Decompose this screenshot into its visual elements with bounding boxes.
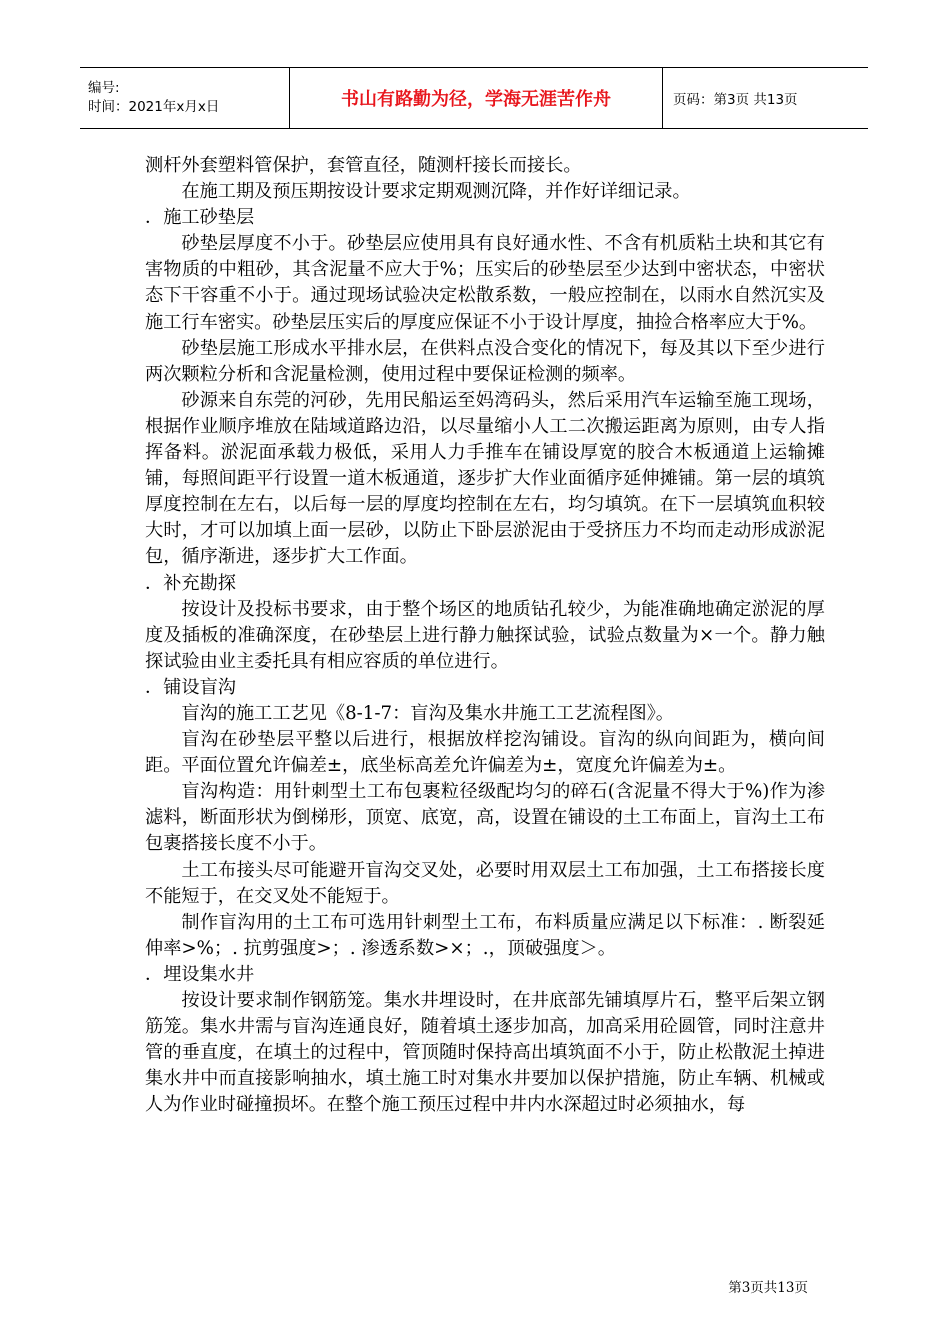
body-paragraph: 土工布接头尽可能避开盲沟交叉处，必要时用双层土工布加强，土工布搭接长度不能短于，在交叉处不能短于。 bbox=[145, 859, 825, 907]
document-body bbox=[145, 153, 825, 1118]
body-paragraph: 砂源来自东莞的河砂，先用民船运至妈湾码头，然后采用汽车运输至施工现场，根据作业顺序堆放在陆域道路边沿，以尽量缩小人工二次搬运距离为原则，由专人指挥备料。淤泥面承载力极低，采用人力手推车在铺设厚宽的胶合木板通道上运输摊铺，每照间距平行设置一道木板通道，逐步扩大作业面循序延伸摊铺。第一层的填筑厚度控制在左右，以后每一层的厚度均控制在左右，均匀填筑。在下一层填筑血积较大时，才可以加填上面一层砂，以防止下卧层淤泥由于受挤压力不均而走动形成淤泥包，循序渐进，逐步扩大工作面。 bbox=[145, 389, 825, 568]
body-paragraph: 盲沟的施工工艺见《8-1-7：盲沟及集水井施工工艺流程图》。 bbox=[181, 702, 674, 724]
body-paragraph: 盲沟在砂垫层平整以后进行，根据放样挖沟铺设。盲沟的纵向间距为，横向间距。平面位置允许偏差±，底坐标高差允许偏差为±，宽度允许偏差为±。 bbox=[145, 729, 825, 777]
body-paragraph: 砂垫层施工形成水平排水层，在供料点没合变化的情况下，每及其以下至少进行两次颗粒分析和含泥量检测，使用过程中要保证检测的频率。 bbox=[145, 337, 825, 385]
section-heading: ．补充勘探 bbox=[145, 572, 236, 594]
body-paragraph: 按设计要求制作钢筋笼。集水井埋设时，在井底部先铺填厚片石，整平后架立钢筋笼。集水井需与盲沟连通良好，随着填土逐步加高，加高采用砼圆管，同时注意井管的垂直度，在填土的过程中，管顶随时保持高出填筑面不小于，防止松散泥土掉进集水井中而直接影响抽水，填土施工时对集水井要加以保护措施，防止车辆、机械或人为作业时碰撞损坏。在整个施工预压过程中井内水深超过时必须抽水，每 bbox=[145, 990, 825, 1116]
page-footer: 第3页共13页 bbox=[728, 1280, 808, 1296]
section-heading: ．埋设集水井 bbox=[145, 963, 255, 985]
body-paragraph: 按设计及投标书要求，由于整个场区的地质钻孔较少，为能准确地确定淤泥的厚度及插板的准确深度，在砂垫层上进行静力触探试验，试验点数量为×一个。静力触探试验由业主委托具有相应容质的单位进行。 bbox=[145, 598, 825, 672]
body-paragraph: 测杆外套塑料管保护，套管直径，随测杆接长而接长。 bbox=[145, 155, 582, 176]
body-paragraph: 盲沟构造：用针刺型土工布包裹粒径级配均匀的碎石(含泥量不得大于%)作为渗滤料，断面形状为倒梯形，顶宽、底宽，高，设置在铺设的土工布面上，盲沟土工布包裹搭接长度不小于。 bbox=[145, 781, 825, 855]
section-heading: ．铺设盲沟 bbox=[145, 676, 236, 698]
document-number-label: 编号: bbox=[88, 80, 120, 96]
body-paragraph: 制作盲沟用的土工布可选用针刺型土工布，布料质量应满足以下标准：. 断裂延伸率>%；. 抗剪强度>；. 渗透系数>×；.，顶破强度＞。 bbox=[145, 911, 825, 959]
section-heading: ．施工砂垫层 bbox=[145, 207, 255, 229]
page-header bbox=[80, 67, 868, 129]
body-paragraph: 在施工期及预压期按设计要求定期观测沉降，并作好详细记录。 bbox=[181, 181, 691, 203]
header-motto: 书山有路勤为径，学海无涯苦作舟 bbox=[290, 68, 663, 129]
document-date: 时间：2021年x月x日 bbox=[88, 99, 220, 115]
header-meta bbox=[80, 68, 290, 129]
body-paragraph: 砂垫层厚度不小于。砂垫层应使用具有良好通水性、不含有机质粘土块和其它有害物质的中粗砂，其含泥量不应大于%；压实后的砂垫层至少达到中密状态，中密状态下干容重不小于。通过现场试验决定松散系数，一般应控制在，以雨水自然沉实及施工行车密实。砂垫层压实后的厚度应保证不小于设计厚度，抽捡合格率应大于%。 bbox=[145, 233, 825, 333]
header-page-number: 页码：第3页 共13页 bbox=[663, 68, 869, 129]
